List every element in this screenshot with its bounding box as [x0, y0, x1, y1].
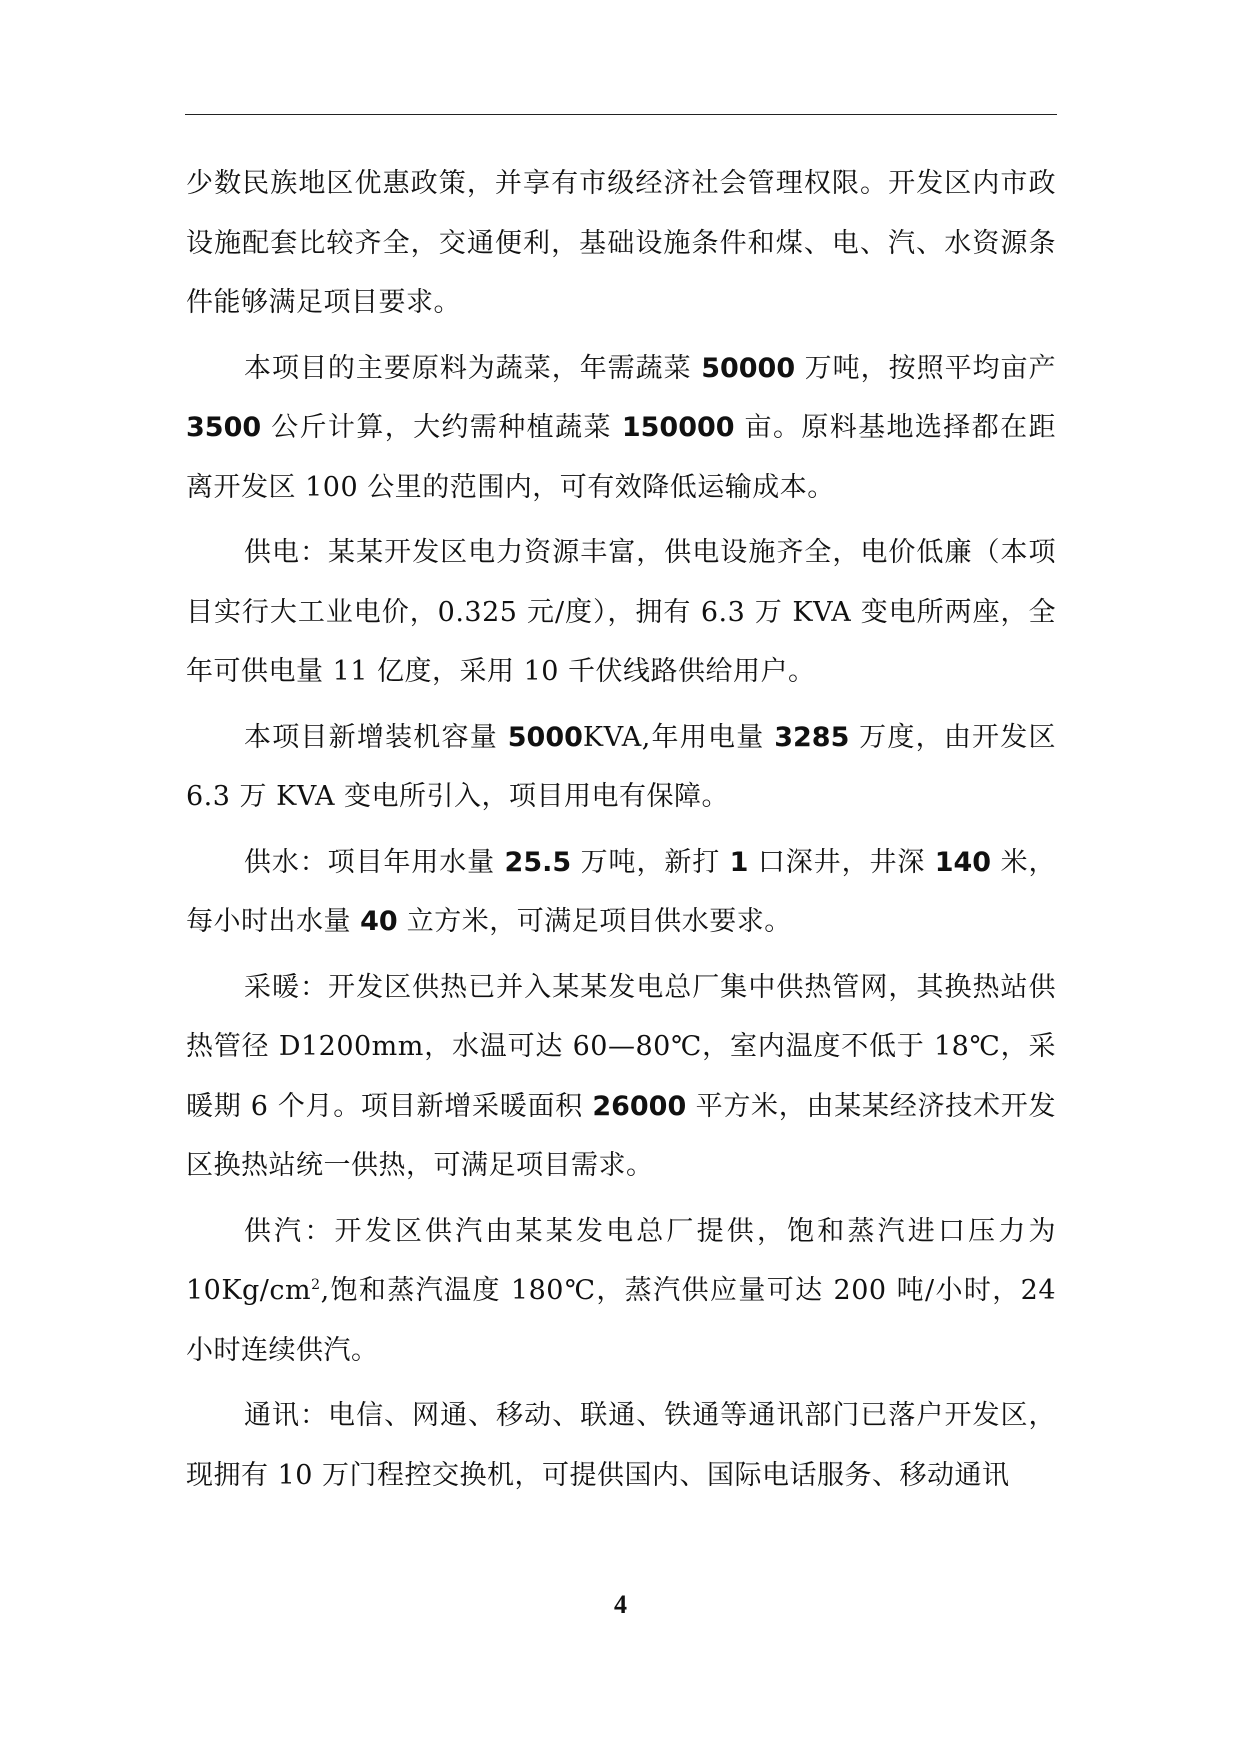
paragraph-p4 — [186, 708, 1056, 827]
bold-number: 50000 — [701, 352, 796, 384]
text-run: 口深井，井深 — [748, 846, 935, 878]
bold-number: 5000 — [507, 721, 583, 753]
superscript: 2 — [311, 1277, 321, 1293]
paragraph-p1 — [186, 154, 1056, 333]
text-run: KVA,年用电量 — [582, 721, 775, 753]
text-run: 少数民族地区优惠政策，并享有市级经济社会管理权限。开发区内市政设施配套比较齐全，交通便利，基础设施条件和煤、电、汽、水资源条件能够满足项目要求。 — [186, 168, 1056, 318]
text-run: 万吨，按照平均亩产 — [795, 352, 1056, 384]
document-body — [186, 154, 1056, 1511]
bold-number: 150000 — [621, 412, 735, 443]
text-run: 亩。原料基地选择都在距离开发区 100 公里的范围内，可有效降低运输成本。 — [186, 412, 1056, 503]
paragraph-p2 — [186, 339, 1056, 518]
bold-number: 3285 — [774, 721, 850, 753]
text-run: 供电：某某开发区电力资源丰富，供电设施齐全，电价低廉（本项目实行大工业电价，0.325 元/度），拥有 6.3 万 KVA 变电所两座，全年可供电量 11 亿度，采用 10 千伏线路供给用户。 — [186, 537, 1056, 687]
paragraph-p6 — [186, 958, 1056, 1196]
text-run: 立方米，可满足项目供水要求。 — [397, 906, 792, 937]
paragraph-p3 — [186, 523, 1056, 702]
bold-number: 25.5 — [504, 846, 572, 878]
bold-number: 140 — [934, 846, 992, 878]
text-run: 供汽：开发区供汽由某某发电总厂提供，饱和蒸汽进口压力为 10Kg/cm — [186, 1215, 1056, 1306]
bold-number: 3500 — [186, 412, 262, 443]
text-run: 平方米，由某某经济技术开发区换热站统一供热，可满足项目需求。 — [186, 1090, 1056, 1181]
text-run: 公斤计算，大约需种植蔬菜 — [261, 412, 622, 443]
text-run: 米，每小时出水量 — [186, 846, 1056, 937]
text-run: 万度，由开发区 6.3 万 KVA 变电所引入，项目用电有保障。 — [186, 721, 1056, 812]
text-run: 采暖：开发区供热已并入某某发电总厂集中供热管网，其换热站供热管径 D1200mm，水温可达 60—80℃，室内温度不低于 18℃，采暖期 6 个月。项目新增采暖面积 — [186, 971, 1056, 1122]
text-run: ,饱和蒸汽温度 180℃，蒸汽供应量可达 200 吨/小时，24 小时连续供汽。 — [186, 1275, 1056, 1366]
text-run: 本项目新增装机容量 — [244, 721, 508, 753]
paragraph-p5 — [186, 833, 1056, 952]
text-run: 万吨，新打 — [571, 846, 730, 878]
paragraph-p7 — [186, 1202, 1056, 1381]
paragraph-p8 — [186, 1386, 1056, 1505]
bold-number: 1 — [729, 846, 749, 878]
text-run: 供水：项目年用水量 — [244, 846, 505, 878]
bold-number: 26000 — [592, 1090, 687, 1122]
header-rule — [185, 114, 1057, 115]
page-number: 4 — [614, 1590, 627, 1619]
text-run: 通讯：电信、网通、移动、联通、铁通等通讯部门已落户开发区，现拥有 10 万门程控交换机，可提供国内、国际电话服务、移动通讯 — [186, 1400, 1056, 1491]
bold-number: 40 — [360, 906, 398, 937]
text-run: 本项目的主要原料为蔬菜，年需蔬菜 — [244, 352, 702, 384]
